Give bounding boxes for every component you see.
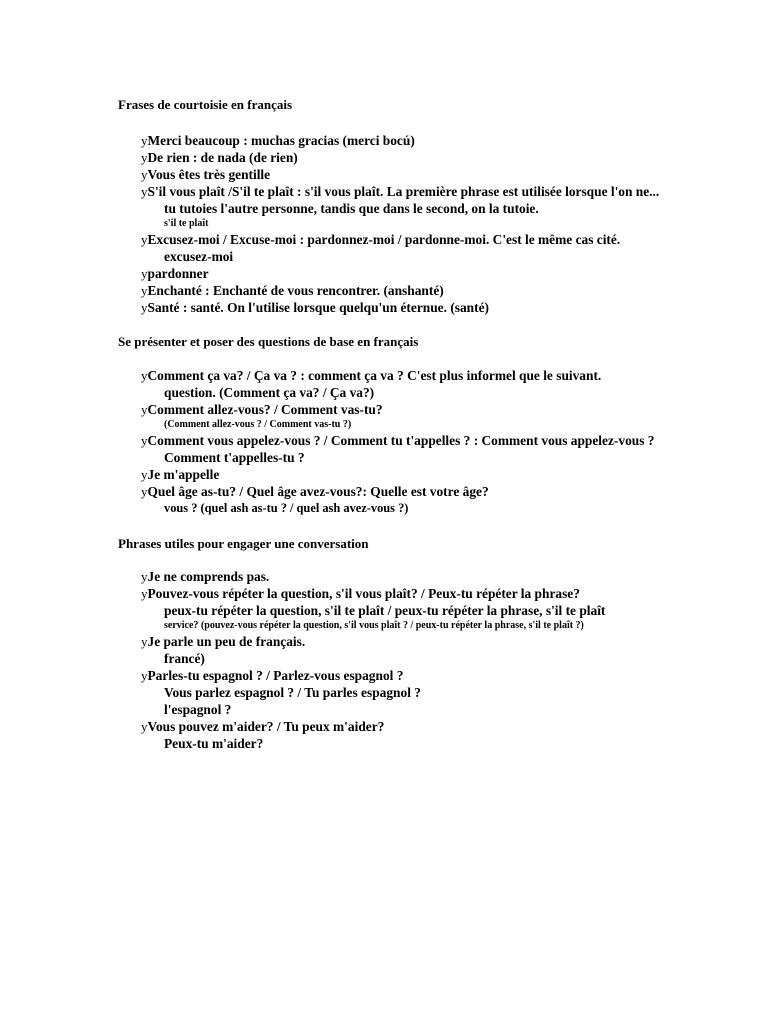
bullet-glyph: y [141,586,148,601]
list-item [141,401,756,432]
list-item [141,231,756,265]
bullet-glyph: y [141,634,148,649]
list-item [141,667,756,718]
list-item [141,149,756,166]
item-text: Je parle un peu de français. [147,634,306,649]
bullet-glyph: y [141,150,148,165]
item-text: Vous êtes très gentille [147,167,271,182]
item-text: S'il vous plaît /S'il te plaît : s'il vous plaît. La première phrase est utilisée lorsque l'on ne... [147,184,660,199]
list-item [141,183,756,231]
item-continuation: Comment t'appelles-tu ? [164,450,305,465]
bullet-glyph: y [141,484,148,499]
bullet-glyph: y [141,232,148,247]
item-text: Quel âge as-tu? / Quel âge avez-vous?: Quelle est votre âge? [147,484,489,499]
list-item [141,132,756,149]
bullet-glyph: y [141,433,148,448]
item-text: Enchanté : Enchanté de vous rencontrer. (anshanté) [147,283,444,298]
bullet-glyph: y [141,467,148,482]
item-text: Comment allez-vous? / Comment vas-tu? [147,402,383,417]
item-text: Je m'appelle [147,467,220,482]
list-item [141,568,756,585]
item-text: Parles-tu espagnol ? / Parlez-vous espagnol ? [147,668,404,683]
list-item [141,483,756,517]
item-note: s'il te plaît [164,218,209,229]
list-item [141,585,756,633]
item-text: pardonner [147,266,209,281]
item-text: Santé : santé. On l'utilise lorsque quelqu'un éternue. (santé) [147,300,489,315]
item-continuation: question. (Comment ça va? / Ça va?) [164,385,375,400]
item-text: Excusez-moi / Excuse-moi : pardonnez-moi / pardonne-moi. C'est le même cas cité. [147,232,621,247]
item-text: Comment ça va? / Ça va ? : comment ça va ? C'est plus informel que le suivant. [147,368,602,383]
item-text: De rien : de nada (de rien) [147,150,298,165]
item-text: Comment vous appelez-vous ? / Comment tu t'appelles ? : Comment vous appelez-vous ? [147,433,655,448]
section-heading: Frases de courtoisie en français [118,97,293,112]
item-continuation: l'espagnol ? [164,702,232,717]
bullet-glyph: y [141,283,148,298]
section-courtesy [118,97,748,315]
list-item [141,466,756,483]
list-item [141,718,756,752]
list-item [141,367,756,401]
item-continuation: excusez-moi [164,249,234,264]
list-item [141,282,756,299]
bullet-glyph: y [141,184,148,199]
item-continuation: tu tutoies l'autre personne, tandis que dans le second, on la tutoie. [164,201,539,216]
list-item [141,265,756,282]
item-continuation: francé) [164,651,205,666]
bullet-glyph: y [141,167,148,182]
list-item [141,299,756,316]
section-introductions [118,334,748,515]
item-continuation: Vous parlez espagnol ? / Tu parles espagnol ? [164,685,421,700]
item-continuation: peux-tu répéter la question, s'il te plaît / peux-tu répéter la phrase, s'il te plaît [164,603,606,618]
bullet-glyph: y [141,402,148,417]
item-text: Pouvez-vous répéter la question, s'il vous plaît? / Peux-tu répéter la phrase? [147,586,580,601]
section-heading: Se présenter et poser des questions de base en français [118,334,419,349]
bullet-glyph: y [141,719,148,734]
bullet-glyph: y [141,569,148,584]
item-text: Je ne comprends pas. [147,569,270,584]
item-text: Merci beaucoup : muchas gracias (merci bocú) [147,133,415,148]
bullet-glyph: y [141,300,148,315]
list-item [141,633,756,667]
item-continuation: vous ? (quel ash as-tu ? / quel ash avez-vous ?) [164,501,409,515]
phrase-list [141,132,756,316]
item-note: (Comment allez-vous ? / Comment vas-tu ?) [164,419,352,430]
bullet-glyph: y [141,368,148,383]
bullet-glyph: y [141,133,148,148]
bullet-glyph: y [141,266,148,281]
list-item [141,166,756,183]
item-continuation: Peux-tu m'aider? [164,736,264,751]
bullet-glyph: y [141,668,148,683]
phrase-list [141,367,756,517]
phrase-list [141,568,756,752]
list-item [141,432,756,466]
item-text: Vous pouvez m'aider? / Tu peux m'aider? [147,719,385,734]
section-heading: Phrases utiles pour engager une conversation [118,536,369,551]
section-conversation [118,536,748,751]
item-note: service? (pouvez-vous répéter la question, s'il vous plaît ? / peux-tu répéter la phrase, s'il te plaît ?) [164,620,584,631]
